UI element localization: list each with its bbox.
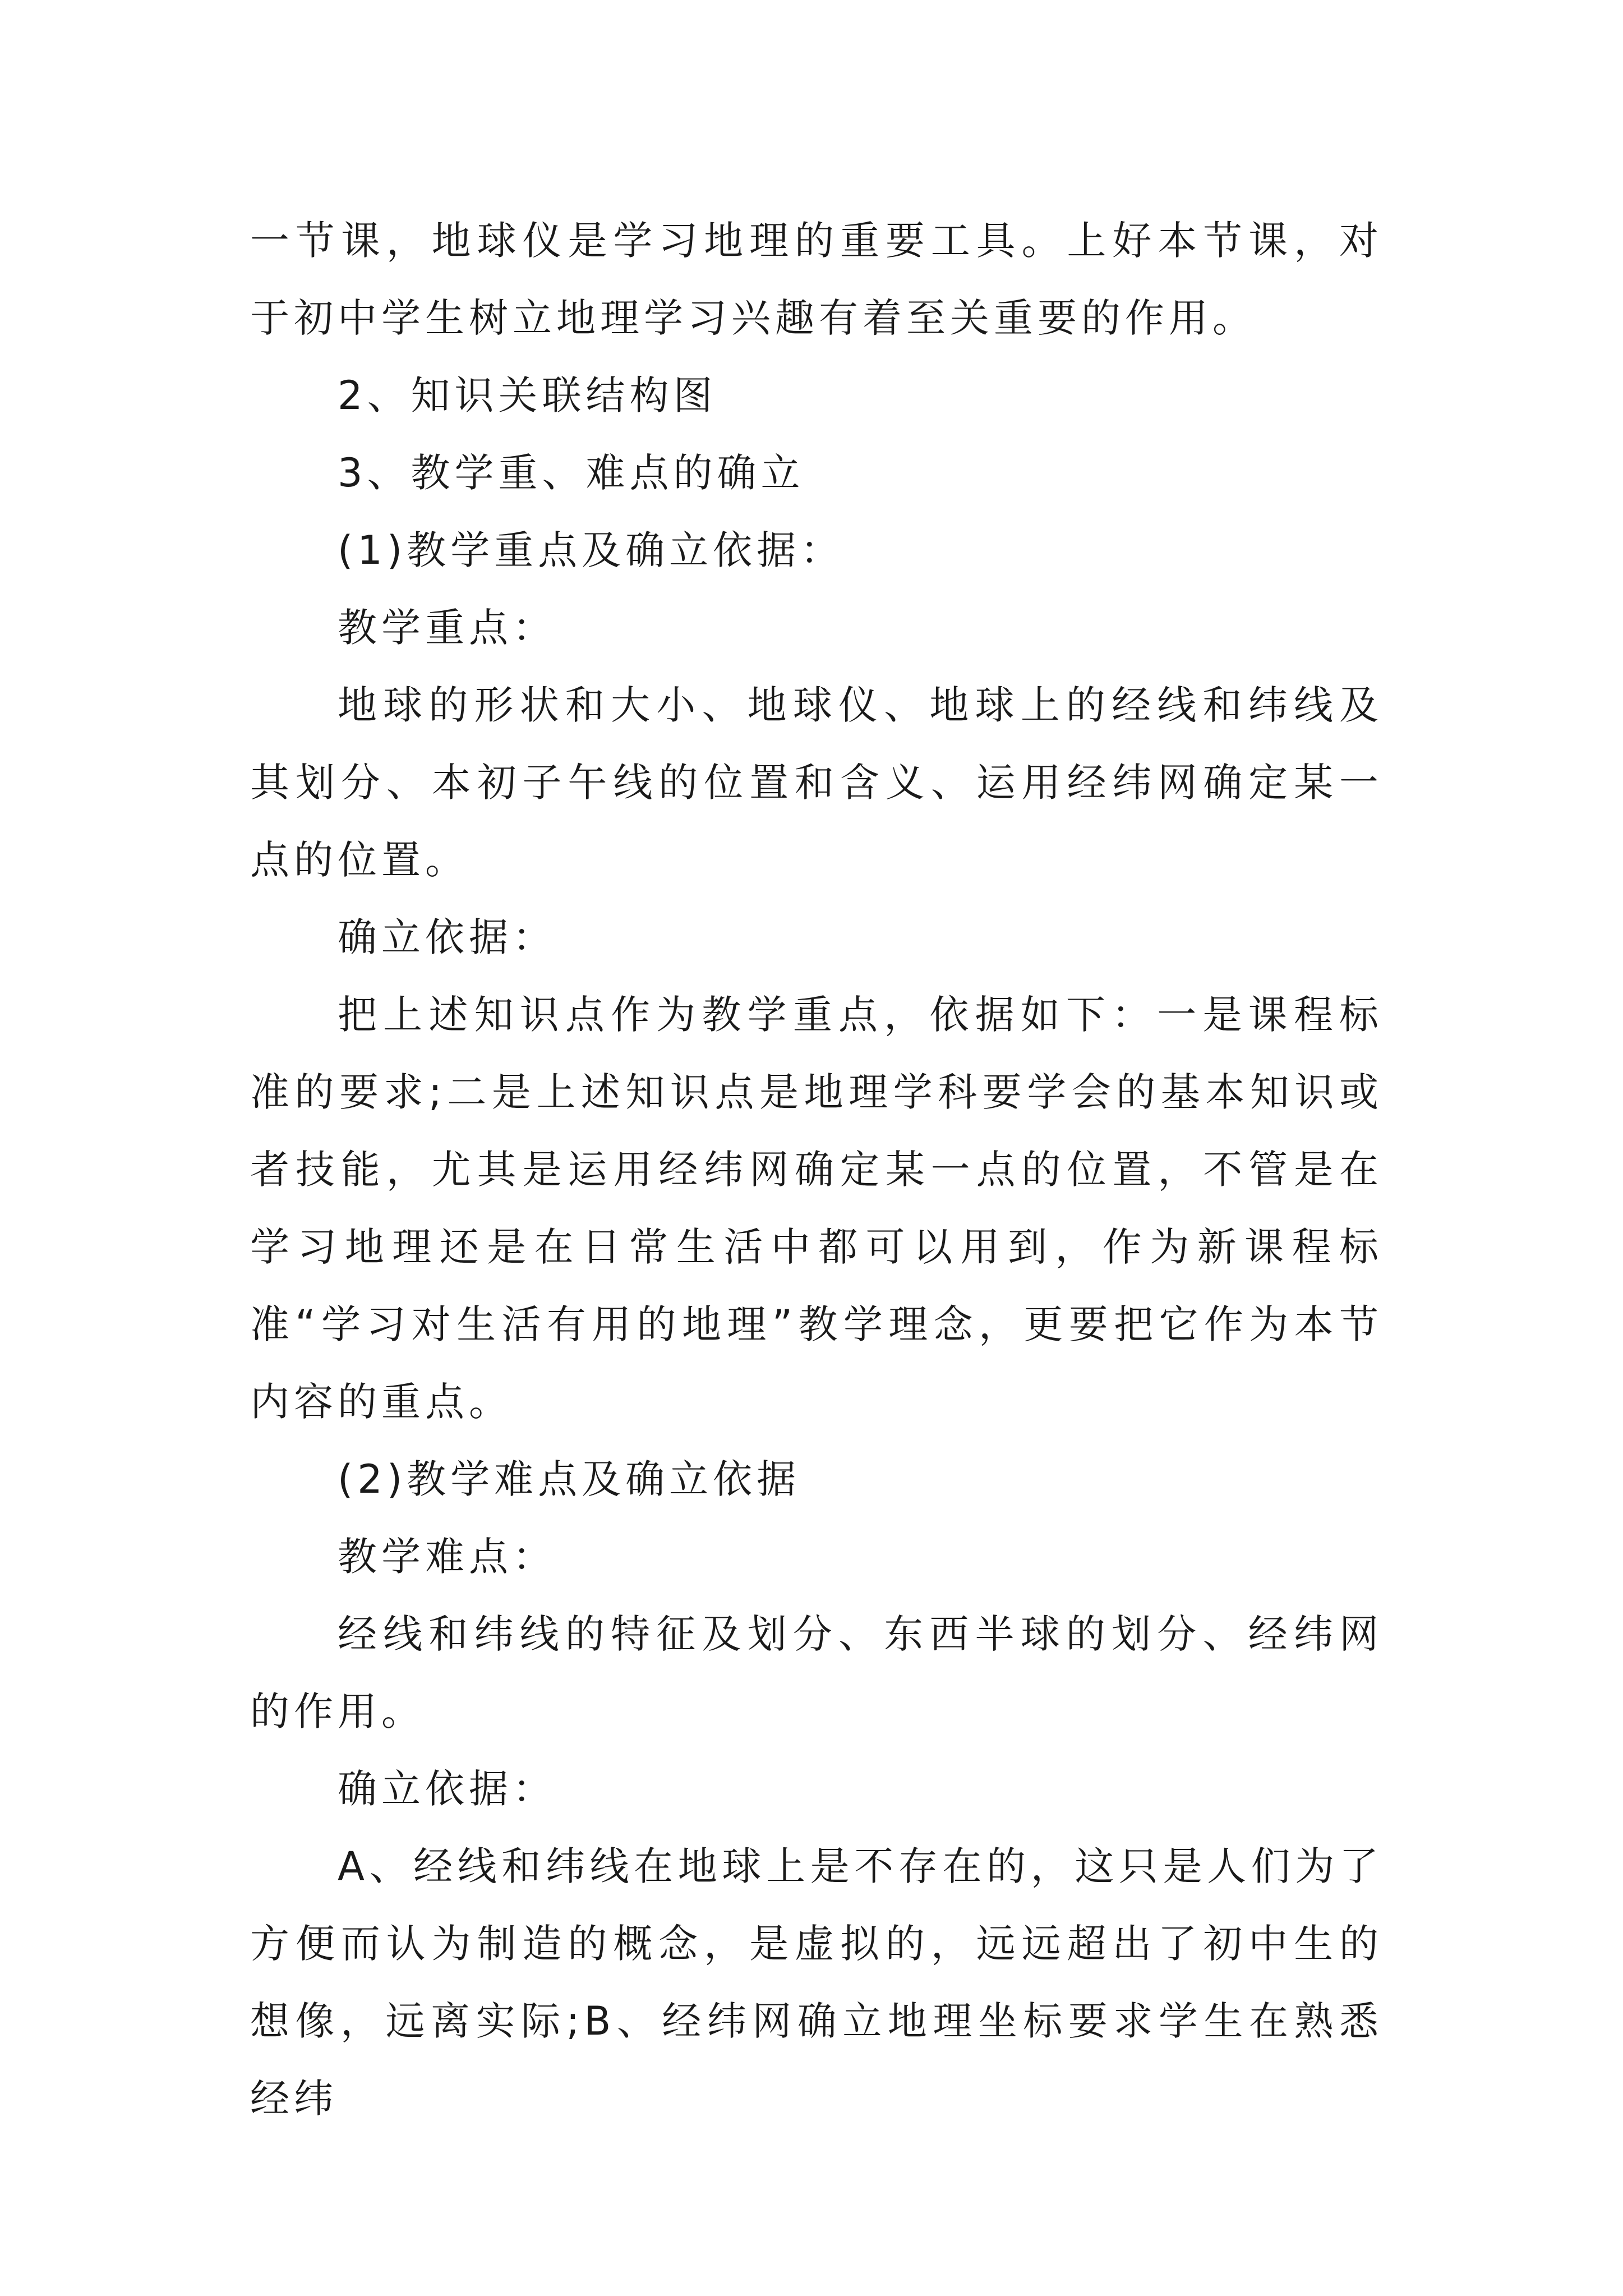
subheading-difficult-points-basis: (2)教学难点及确立依据 bbox=[338, 1456, 801, 1502]
paragraph-continuation: 一节课，地球仪是学习地理的重要工具。上好本节课，对于初中学生树立地理学习兴趣有着至关重要的作用。 bbox=[250, 218, 1383, 341]
document-body bbox=[250, 202, 1383, 2137]
paragraph-key-points: 地球的形状和大小、地球仪、地球上的经线和纬线及其划分、本初子午线的位置和含义、运用经纬网确定某一点的位置。 bbox=[250, 682, 1383, 883]
subheading-key-points-basis: (1)教学重点及确立依据： bbox=[338, 527, 845, 573]
label-basis-1: 确立依据： bbox=[338, 914, 556, 960]
label-key-points: 教学重点： bbox=[338, 605, 556, 651]
paragraph-basis-2: A、经线和纬线在地球上是不存在的，这只是人们为了方便而认为制造的概念，是虚拟的，远远超出了初中生的想像，远离实际;B、经纬网确立地理坐标要求学生在熟悉经纬 bbox=[250, 1843, 1383, 2122]
label-basis-2: 确立依据： bbox=[338, 1766, 556, 1812]
paragraph-basis-1: 把上述知识点作为教学重点，依据如下：一是课程标准的要求;二是上述知识点是地理学科要学会的基本知识或者技能，尤其是运用经纬网确定某一点的位置，不管是在学习地理还是在日常生活中都可以用到，作为新课程标准“学习对生活有用的地理”教学理念，更要把它作为本节内容的重点。 bbox=[250, 992, 1383, 1425]
paragraph-difficult-points: 经线和纬线的特征及划分、东西半球的划分、经纬网的作用。 bbox=[250, 1611, 1383, 1734]
label-difficult-points: 教学难点： bbox=[338, 1534, 556, 1580]
heading-knowledge-structure: 2、知识关联结构图 bbox=[338, 372, 717, 418]
heading-key-difficult-points: 3、教学重、难点的确立 bbox=[338, 450, 805, 496]
